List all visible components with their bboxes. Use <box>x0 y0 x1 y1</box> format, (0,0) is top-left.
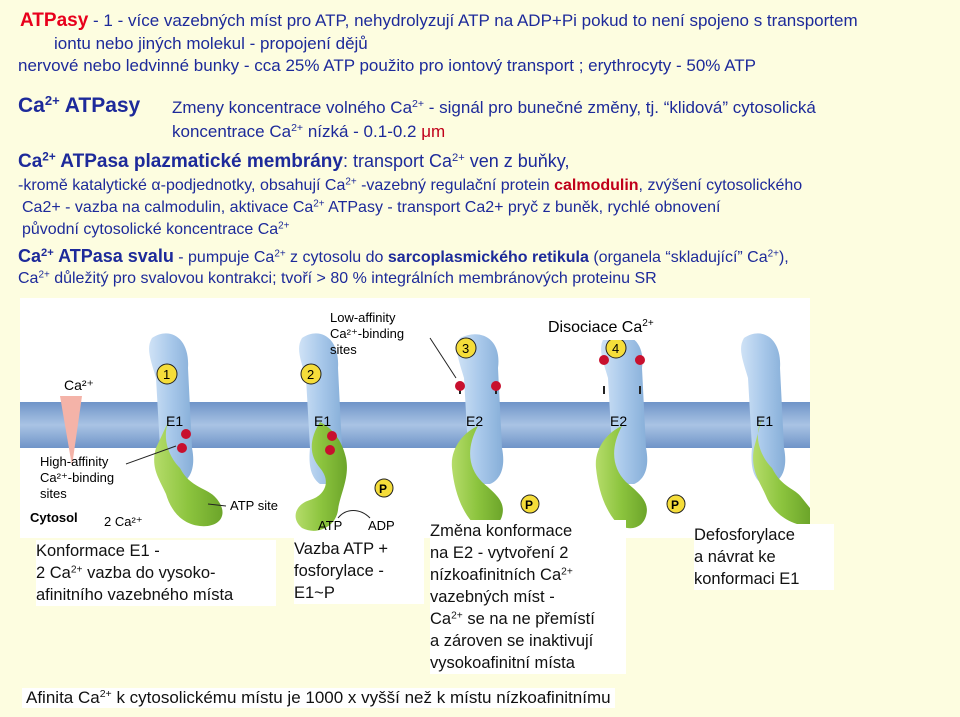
phosphate-step-3 <box>521 495 539 513</box>
high-affinity-label-3: sites <box>40 486 67 501</box>
atp-site-label: ATP site <box>230 498 278 513</box>
sarco-highlight: sarcoplasmického retikula <box>387 249 589 266</box>
e2-label-1: E2 <box>466 413 484 429</box>
svg-text:P: P <box>379 482 388 496</box>
e1-label-2: E1 <box>314 413 332 429</box>
step-1-marker <box>157 364 177 384</box>
svg-text:P: P <box>671 498 680 512</box>
pm-text: : transport Ca <box>342 151 453 171</box>
desc-part: cytosolická <box>728 98 816 117</box>
caption-step-3: Změna konformace na E2 - vytvoření 2 nízkoafinitních $Ca^{2+}$ vazebných míst - $Ca^{2+}$ se na ne přemístí a zároven se inaktivují vysokoafinitní místa <box>430 520 626 674</box>
svg-text:P: P <box>525 498 534 512</box>
header-line-2: iontu nebo jiných molekul - propojení dějů <box>54 34 368 53</box>
pm-text: ven z buňky, <box>464 151 570 171</box>
desc-sup: 2+ <box>412 98 425 111</box>
e1-label-1: E1 <box>166 413 184 429</box>
ca-atpasy-desc-2 <box>172 122 445 142</box>
pm-line-3: Ca2+ - vazba na calmodulin, aktivace $Ca^{2+}$ ATPasy - transport Ca2+ pryč z buněk, rychlé obnovení <box>22 198 721 216</box>
ca-atpasy-heading <box>18 94 140 118</box>
adp-label: ADP <box>368 518 395 533</box>
ca-atpasy-label: ATPasy <box>59 94 141 117</box>
caption-step-1: Konformace E1 - 2 $Ca^{2+}$ vazba do vysoko- afinitního vazebného místa <box>36 540 276 606</box>
caption-step-2: Vazba ATP + fosforylace - E1~P <box>294 538 424 604</box>
desc-part: - signál pro bunečné změny, tj. <box>424 98 664 117</box>
pm-sup: 2+ <box>452 151 465 164</box>
ca-atpasy-desc-1: Zmeny koncentrace volného $Ca^{2+}$ - signál pro bunečné změny, tj. “klidová” cytosolická <box>172 98 816 117</box>
step-2-marker <box>301 364 321 384</box>
svg-text:2: 2 <box>307 367 315 382</box>
desc-part: koncentrace Ca <box>172 122 292 141</box>
pm-heading <box>18 151 569 173</box>
e2-label-2: E2 <box>610 413 628 429</box>
membrane <box>20 402 810 448</box>
sr-title: $Ca^{2+}$ ATPasa svalu <box>18 246 174 266</box>
svg-text:1: 1 <box>163 367 171 382</box>
sr-line-2: $Ca^{2+}$ důležitý pro svalovou kontrakci; tvoří > 80 % integrálních membránových proteinu SR <box>18 269 657 287</box>
header-line-1 <box>20 10 858 32</box>
phosphate-step-2 <box>375 479 393 497</box>
desc-part: nízká - 0.1-0.2 <box>303 122 422 141</box>
step-3-marker <box>456 338 476 358</box>
low-affinity-label-1: Low-affinity <box>330 310 396 325</box>
pm-line-4: původní cytosolické koncentrace $Ca^{2+}$ <box>22 220 290 238</box>
atpasy-title: ATPasy <box>20 10 89 31</box>
low-affinity-label-3: sites <box>330 342 357 357</box>
desc-part: Zmeny koncentrace volného Ca <box>172 98 413 117</box>
high-affinity-label-2: Ca²⁺-binding <box>40 470 115 485</box>
ca-label: Ca²⁺ <box>64 377 94 393</box>
bottom-affinity-note: Afinita $Ca^{2+}$ k cytosolickému místu je 1000 x vyšší než k místu nízkoafinitnímu <box>22 688 615 708</box>
pm-title: $Ca^{2+}$ ATPasa plazmatické membrány <box>18 150 343 172</box>
header-line-3: nervové nebo ledvinné bunky - cca 25% ATP použito pro iontový transport ; erythrocyty - 50% ATP <box>18 56 756 75</box>
ca-sup: 2+ <box>44 92 60 108</box>
two-ca-label: 2 Ca²⁺ <box>104 514 143 529</box>
cytosol-label: Cytosol <box>30 510 78 525</box>
high-affinity-label-1: High-affinity <box>40 454 109 469</box>
sr-line-1: $Ca^{2+}$ ATPasa svalu - pumpuje $Ca^{2+}$ z cytosolu do sarcoplasmického retikula (organela “skladující” $Ca^{2+}$), <box>18 246 789 266</box>
ca-text: Ca <box>18 94 45 117</box>
e1-label-3: E1 <box>756 413 774 429</box>
pm-line-2: -kromě katalytické α-podjednotky, obsahují $Ca^{2+}$ -vazebný regulační protein calmodulin, zvýšení cytosolického <box>18 176 803 194</box>
atp-label: ATP <box>318 518 343 533</box>
disociace-label: Disociace $Ca^{2+}$ <box>548 318 654 336</box>
step-4-marker <box>606 338 626 358</box>
caption-step-4: Defosforylace a návrat ke konformaci E1 <box>694 524 834 590</box>
unit-micrometer: μm <box>421 122 446 141</box>
atpasy-description: - 1 - více vazebných míst pro ATP, nehydrolyzují ATP na ADP+Pi pokud to není spojeno s transportem <box>88 11 858 30</box>
svg-text:4: 4 <box>612 341 620 356</box>
calmodulin-highlight: calmodulin <box>554 177 639 194</box>
svg-text:3: 3 <box>462 341 470 356</box>
desc-quote: klidová <box>669 98 723 117</box>
atpase-cycle-diagram <box>20 298 810 538</box>
low-affinity-label-2: Ca²⁺-binding <box>330 326 405 341</box>
desc-sup: 2+ <box>291 122 304 135</box>
phosphate-step-4 <box>667 495 685 513</box>
